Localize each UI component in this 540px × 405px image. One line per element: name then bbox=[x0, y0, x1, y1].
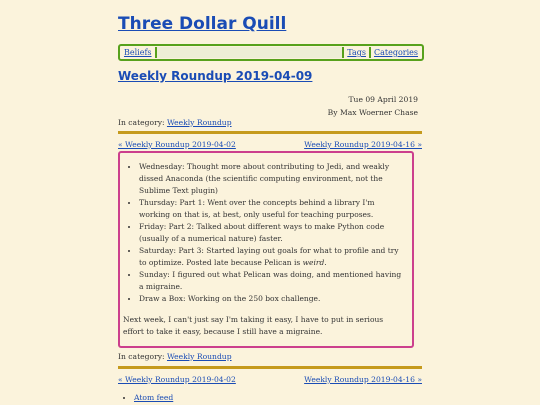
nav-tags-link[interactable]: Tags bbox=[347, 48, 366, 57]
emphasis-text: weird. bbox=[302, 258, 327, 267]
nav-categories-link[interactable]: Categories bbox=[374, 48, 418, 57]
nav-beliefs-link[interactable]: Beliefs bbox=[124, 48, 152, 57]
nav-bar bbox=[118, 44, 424, 61]
list-item: • Thursday: Part 1: Went over the concepts behind a library I'm working on that is, at best, only useful for teaching purposes. bbox=[139, 197, 406, 221]
closing-paragraph: Next week, I can't just say I'm taking it easy, I have to put in serious effort to take it easy, because I still have a migraine. bbox=[123, 315, 384, 336]
post-category-top bbox=[118, 118, 232, 127]
category-link[interactable]: Weekly Roundup bbox=[166, 352, 232, 361]
post-date: Tue 09 April 2019 bbox=[348, 95, 418, 104]
divider-top bbox=[118, 131, 422, 134]
prev-post-link[interactable]: « Weekly Roundup 2019-04-02 bbox=[118, 140, 236, 149]
next-post-link[interactable]: Weekly Roundup 2019-04-16 » bbox=[304, 140, 422, 149]
list-item: • Wednesday: Thought more about contributing to Jedi, and weakly dissed Anaconda (the scientific computing environment, not the Sublime Text plugin) bbox=[139, 161, 406, 197]
list-item: • Sunday: I figured out what Pelican was doing, and mentioned having a migraine. bbox=[139, 269, 406, 293]
post-category-bottom bbox=[118, 352, 232, 361]
post-content bbox=[118, 151, 414, 348]
post-title-link[interactable]: Weekly Roundup 2019-04-09 bbox=[118, 69, 313, 83]
next-post-link[interactable]: Weekly Roundup 2019-04-16 » bbox=[304, 375, 422, 384]
post-author: By Max Woerner Chase bbox=[327, 108, 418, 117]
nav-spacer bbox=[155, 47, 345, 58]
atom-feed-link[interactable]: Atom feed bbox=[134, 393, 174, 402]
roundup-list bbox=[123, 161, 406, 305]
list-item: • Draw a Box: Working on the 250 box challenge. bbox=[139, 293, 406, 305]
footer-links bbox=[118, 392, 173, 404]
divider-bottom bbox=[118, 366, 422, 369]
list-item bbox=[134, 392, 173, 404]
list-item: • Saturday: Part 3: Started laying out goals for what to profile and try to optimize. Posted late because Pelican is weird. bbox=[139, 245, 406, 269]
category-label: In category: bbox=[118, 352, 165, 361]
category-link[interactable]: Weekly Roundup bbox=[166, 118, 232, 127]
site-title-link[interactable]: Three Dollar Quill bbox=[118, 14, 287, 34]
prev-post-link[interactable]: « Weekly Roundup 2019-04-02 bbox=[118, 375, 236, 384]
category-label: In category: bbox=[118, 118, 165, 127]
list-item: • Friday: Part 2: Talked about different ways to make Python code (usually of a numerical nature) faster. bbox=[139, 221, 406, 245]
